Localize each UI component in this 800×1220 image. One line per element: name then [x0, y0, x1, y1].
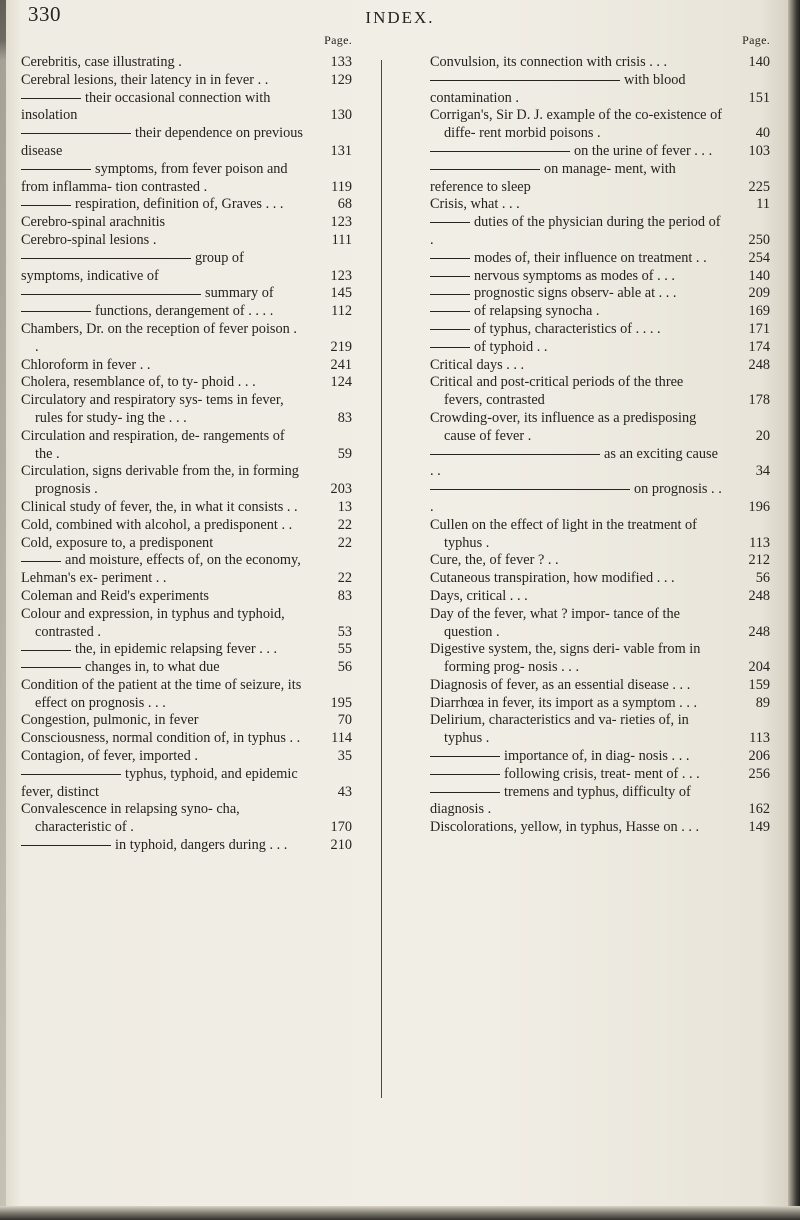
index-entry: [430, 517, 770, 553]
index-entry-page: 151: [748, 89, 770, 106]
index-entry: [21, 321, 352, 357]
index-entry-page: 195: [330, 694, 352, 711]
index-entry-body: [21, 285, 304, 303]
index-entry: [430, 481, 770, 517]
index-entry-text: their occasional connection with insolation: [21, 89, 271, 124]
index-entry-page: 196: [748, 498, 770, 515]
ditto-dash: [430, 80, 620, 81]
index-entry-page: 256: [748, 765, 770, 782]
index-entry: [21, 748, 352, 766]
index-entry: [21, 535, 352, 553]
index-entry-page: 203: [330, 481, 352, 498]
index-entry: [21, 499, 352, 517]
index-entry-text: Circulation and respiration, de- rangements of the .: [21, 427, 285, 462]
index-entry-text: and moisture, effects of, on the economy, Lehman's ex- periment . .: [21, 552, 301, 587]
index-entry: [430, 339, 770, 357]
index-entry: [21, 588, 352, 606]
ditto-dash: [430, 756, 500, 757]
index-entry: [21, 196, 352, 214]
index-entry: [21, 54, 352, 72]
index-entry-text: prognostic signs observ- able at . . .: [474, 285, 677, 302]
ditto-dash: [21, 294, 201, 295]
index-entry-page: 254: [748, 249, 770, 266]
column-page-label: Page.: [742, 33, 770, 47]
index-entry-text: Corrigan's, Sir D. J. example of the co-existence of diffe- rent morbid poisons .: [430, 107, 723, 142]
index-entry-body: [21, 250, 304, 286]
index-entry: [21, 677, 352, 713]
index-entry-text: Clinical study of fever, the, in what it consists . .: [21, 498, 298, 515]
index-entry: [430, 321, 770, 339]
column-divider: [381, 60, 382, 1098]
index-entry: [21, 801, 352, 837]
index-entry-text: on manage- ment, with reference to sleep: [430, 160, 676, 195]
page-outer-edge: [788, 0, 800, 1220]
ditto-dash: [430, 329, 470, 330]
index-entry-text: nervous symptoms as modes of . . .: [474, 267, 675, 284]
index-entry: [21, 303, 352, 321]
index-entry-text: Cerebro-spinal lesions .: [21, 231, 157, 248]
index-entry: [21, 552, 352, 588]
ditto-dash: [21, 311, 91, 312]
index-entry: [21, 517, 352, 535]
index-entry: [430, 250, 770, 268]
index-entry-text: Chloroform in fever . .: [21, 356, 151, 373]
index-entry-page: 35: [337, 748, 352, 765]
index-entry: [430, 143, 770, 161]
index-entry-page: 250: [748, 231, 770, 248]
index-entry-body: [430, 339, 722, 357]
index-entry-text: Cure, the, of fever ? . .: [430, 552, 559, 569]
index-entry-page: 113: [749, 730, 770, 747]
index-entry: [430, 54, 770, 72]
index-entry-page: 55: [337, 641, 352, 658]
index-entry-body: [21, 552, 304, 588]
index-entry-text: functions, derangement of . . . .: [95, 303, 274, 320]
index-entry-page: 22: [337, 570, 352, 587]
index-entry: [430, 748, 770, 766]
index-entry: [21, 374, 352, 392]
index-entry: [430, 268, 770, 286]
index-entry: [21, 357, 352, 375]
ditto-dash: [430, 276, 470, 277]
index-entry-text: Colour and expression, in typhus and typhoid, contrasted .: [21, 605, 285, 640]
index-entry-page: 248: [748, 623, 770, 640]
index-entry: [21, 766, 352, 802]
index-entry-page: 149: [748, 819, 770, 836]
index-entry-text: with blood contamination .: [430, 71, 686, 106]
index-entry-text: as an exciting cause . .: [430, 445, 718, 480]
index-entry: [430, 552, 770, 570]
index-entry: [21, 125, 352, 161]
index-entry: [430, 196, 770, 214]
index-entry-body: [430, 481, 722, 517]
index-entry-page: 11: [756, 196, 770, 213]
index-entry-body: [430, 303, 722, 321]
index-entry: [21, 392, 352, 428]
index-entry: [430, 303, 770, 321]
index-entry: [21, 428, 352, 464]
index-entry-text: Cutaneous transpiration, how modified . . .: [430, 570, 675, 587]
index-entry: [430, 766, 770, 784]
index-entry-page: 123: [330, 214, 352, 231]
index-entry-text: Circulatory and respiratory sys- tems in fever, rules for study- ing the . . .: [21, 392, 284, 426]
index-entry: [430, 570, 770, 588]
index-entry: [430, 641, 770, 677]
index-entry-page: 124: [330, 374, 352, 391]
index-entry-page: 123: [330, 267, 352, 284]
ditto-dash: [21, 667, 81, 668]
index-entry-page: 22: [337, 516, 352, 533]
index-entry: [430, 446, 770, 482]
index-entry-body: [430, 285, 722, 303]
index-entry-text: Days, critical . . .: [430, 587, 528, 604]
index-entry-text: Cold, combined with alcohol, a predisponent . .: [21, 516, 293, 533]
index-entry-page: 131: [330, 142, 352, 159]
index-entry: [21, 161, 352, 197]
ditto-dash: [430, 294, 470, 295]
index-entry-page: 83: [337, 587, 352, 604]
index-entry: [21, 72, 352, 90]
index-entry: [21, 463, 352, 499]
index-entry-page: 174: [748, 338, 770, 355]
index-entry-page: 178: [748, 392, 770, 409]
index-entry-page: 209: [748, 285, 770, 302]
index-entry-body: [21, 196, 304, 214]
index-entry-page: 53: [337, 623, 352, 640]
ditto-dash: [21, 650, 71, 651]
index-entry: [21, 285, 352, 303]
index-entry-text: on the urine of fever . . .: [574, 142, 713, 159]
index-entry-page: 248: [748, 356, 770, 373]
index-entry-text: symptoms, from fever poison and from inflamma- tion contrasted .: [21, 160, 288, 195]
index-entry-page: 171: [748, 320, 770, 337]
index-entry-page: 13: [337, 498, 352, 515]
page-number: 330: [28, 2, 61, 26]
index-entry-page: 113: [749, 534, 770, 551]
index-entry-text: Diarrhœa in fever, its import as a symptom . . .: [430, 694, 698, 711]
index-entry-page: 170: [330, 819, 352, 836]
index-entry: [430, 606, 770, 642]
index-entry-text: Cullen on the effect of light in the treatment of typhus .: [430, 516, 697, 551]
index-entry-body: [430, 72, 722, 108]
index-entry-text: summary of: [205, 285, 274, 302]
index-column-right: [430, 33, 770, 837]
index-entry-text: their dependence on previous disease: [21, 125, 303, 159]
ditto-dash: [430, 774, 500, 775]
index-entry-text: Crowding-over, its influence as a predisposing cause of fever .: [430, 409, 697, 444]
index-entry-text: group of symptoms, indicative of: [21, 249, 244, 284]
index-entry-page: 145: [330, 285, 352, 302]
index-entry: [430, 285, 770, 303]
index-entry-text: Cholera, resemblance of, to ty- phoid . . .: [21, 374, 256, 391]
index-entry-body: [430, 446, 722, 482]
index-entry-body: [430, 766, 722, 784]
index-entry-body: [430, 268, 722, 286]
index-entry: [430, 588, 770, 606]
index-entry-page: 204: [748, 659, 770, 676]
index-entry-page: 130: [330, 107, 352, 124]
index-entry-text: Critical and post-critical periods of the three fevers, contrasted: [430, 374, 684, 409]
ditto-dash: [430, 489, 630, 490]
index-entry-page: 210: [330, 837, 352, 854]
index-column-left: [21, 33, 352, 855]
index-entry-text: tremens and typhus, difficulty of diagnosis .: [430, 783, 691, 818]
index-entry-page: 56: [755, 570, 770, 587]
index-entry: [21, 730, 352, 748]
index-entry: [430, 161, 770, 197]
index-entry-page: 133: [330, 54, 352, 70]
index-entry-page: 111: [331, 231, 352, 248]
index-entry-body: [430, 214, 722, 250]
index-entry: [21, 641, 352, 659]
index-entry-text: Diagnosis of fever, as an essential disease . . .: [430, 676, 691, 693]
index-entry-text: on prognosis . . .: [430, 481, 722, 515]
index-entry-page: 22: [337, 534, 352, 551]
index-entry-body: [430, 250, 722, 268]
index-entry: [430, 410, 770, 446]
ditto-dash: [21, 98, 81, 99]
index-entry: [430, 374, 770, 410]
index-entry-text: Cold, exposure to, a predisponent: [21, 534, 214, 551]
index-entry-text: Contagion, of fever, imported .: [21, 748, 198, 765]
index-entry-text: respiration, definition of, Graves . . .: [75, 196, 284, 213]
ditto-dash: [21, 258, 191, 259]
index-entry-text: Circulation, signs derivable from the, in forming prognosis .: [21, 463, 299, 498]
index-entry-text: Consciousness, normal condition of, in typhus . .: [21, 730, 301, 747]
index-entry-text: Discolorations, yellow, in typhus, Hasse on . . .: [430, 819, 700, 836]
index-entry-body: [21, 303, 304, 321]
ditto-dash: [430, 792, 500, 793]
index-entry: [430, 72, 770, 108]
index-entry-text: typhus, typhoid, and epidemic fever, distinct: [21, 765, 298, 800]
index-entry-text: Coleman and Reid's experiments: [21, 587, 209, 604]
index-entry-page: 56: [337, 659, 352, 676]
index-entry-text: Chambers, Dr. on the reception of fever poison . .: [21, 320, 297, 355]
index-entry-text: importance of, in diag- nosis . . .: [504, 748, 690, 765]
index-entry-text: Congestion, pulmonic, in fever: [21, 712, 199, 729]
ditto-dash: [21, 205, 71, 206]
index-entry-body: [21, 641, 304, 659]
index-entry-page: 241: [330, 356, 352, 373]
index-entry: [430, 107, 770, 143]
index-entry-page: 34: [755, 463, 770, 480]
index-entry-page: 129: [330, 71, 352, 88]
index-entry-page: 119: [331, 178, 352, 195]
index-entry-text: of typhus, characteristics of . . . .: [474, 320, 661, 337]
index-entry-text: following crisis, treat- ment of . . .: [504, 765, 700, 782]
ditto-dash: [430, 151, 570, 152]
index-entry-page: 103: [748, 142, 770, 159]
index-entry: [21, 606, 352, 642]
index-entry-text: of typhoid . .: [474, 338, 548, 355]
index-entry-body: [430, 321, 722, 339]
index-entry-page: 114: [331, 730, 352, 747]
index-entry: [21, 250, 352, 286]
index-entry: [21, 712, 352, 730]
page-bottom-edge: [0, 1206, 800, 1220]
index-entry: [430, 677, 770, 695]
index-entry-page: 248: [748, 587, 770, 604]
index-entry: [21, 232, 352, 250]
index-entry-body: [21, 766, 304, 802]
index-entry-body: [21, 837, 304, 855]
page-binding-edge: [0, 0, 6, 1220]
index-entry-text: in typhoid, dangers during . . .: [115, 837, 288, 854]
index-entry-page: 43: [337, 783, 352, 800]
index-entry-page: 169: [748, 303, 770, 320]
index-entry-text: Crisis, what . . .: [430, 196, 520, 213]
index-entry-page: 89: [755, 694, 770, 711]
index-entry-page: 219: [330, 338, 352, 355]
index-entry-text: modes of, their influence on treatment . .: [474, 249, 707, 266]
index-entry-text: Cerebritis, case illustrating .: [21, 54, 182, 70]
index-entry-page: 70: [337, 712, 352, 729]
index-entry-text: changes in, to what due: [85, 659, 220, 676]
index-entry-page: 225: [748, 178, 770, 195]
index-entry-body: [21, 90, 304, 126]
index-entry-text: Convalescence in relapsing syno- cha, characteristic of .: [21, 801, 240, 836]
index-entry-body: [21, 125, 304, 161]
running-head: INDEX.: [365, 8, 435, 27]
index-entry-page: 140: [748, 267, 770, 284]
index-entry-page: 83: [337, 409, 352, 426]
ditto-dash: [21, 774, 121, 775]
index-entry-text: Delirium, characteristics and va- rieties of, in typhus .: [430, 712, 689, 747]
index-entry-page: 20: [755, 427, 770, 444]
index-entry-text: Critical days . . .: [430, 356, 525, 373]
index-entry: [430, 695, 770, 713]
index-entry: [430, 784, 770, 820]
index-entry-text: duties of the physician during the period of .: [430, 214, 721, 248]
ditto-dash: [430, 311, 470, 312]
ditto-dash: [21, 169, 91, 170]
index-entry: [21, 90, 352, 126]
index-entry-page: 206: [748, 748, 770, 765]
index-entry-page: 162: [748, 801, 770, 818]
index-entry-body: [21, 659, 304, 677]
index-entry-text: of relapsing synocha .: [474, 303, 600, 320]
index-entry-body: [430, 748, 722, 766]
index-entry-text: Cerebro-spinal arachnitis: [21, 214, 166, 231]
index-entry-body: [430, 161, 722, 197]
ditto-dash: [430, 454, 600, 455]
index-entry-page: 212: [748, 552, 770, 569]
index-entry-text: Digestive system, the, signs deri- vable from in forming prog- nosis . . .: [430, 641, 701, 676]
index-entry: [430, 712, 770, 748]
ditto-dash: [430, 169, 540, 170]
index-entry-body: [430, 784, 722, 820]
index-entry: [21, 214, 352, 232]
index-entry: [21, 837, 352, 855]
index-entry-page: 68: [337, 196, 352, 213]
index-entry-text: Cerebral lesions, their latency in in fever . .: [21, 71, 269, 88]
index-entry-page: 112: [331, 303, 352, 320]
index-entry-page: 59: [337, 445, 352, 462]
index-entry-page: 159: [748, 676, 770, 693]
index-entry-body: [21, 161, 304, 197]
ditto-dash: [21, 845, 111, 846]
ditto-dash: [21, 561, 61, 562]
index-entry-page: 40: [755, 125, 770, 142]
index-entry-text: Day of the fever, what ? impor- tance of the question .: [430, 605, 681, 640]
index-entry-page: 140: [748, 54, 770, 70]
ditto-dash: [430, 222, 470, 223]
ditto-dash: [21, 133, 131, 134]
ditto-dash: [430, 258, 470, 259]
index-entry: [430, 819, 770, 837]
ditto-dash: [430, 347, 470, 348]
index-entry-body: [430, 143, 722, 161]
column-page-label: Page.: [324, 33, 352, 47]
index-entry: [430, 357, 770, 375]
index-entry-text: Convulsion, its connection with crisis . . .: [430, 54, 668, 70]
index-entry-text: Condition of the patient at the time of seizure, its effect on prognosis . . .: [21, 676, 302, 711]
index-entry: [430, 214, 770, 250]
index-entry: [21, 659, 352, 677]
index-entry-text: the, in epidemic relapsing fever . . .: [75, 641, 278, 658]
